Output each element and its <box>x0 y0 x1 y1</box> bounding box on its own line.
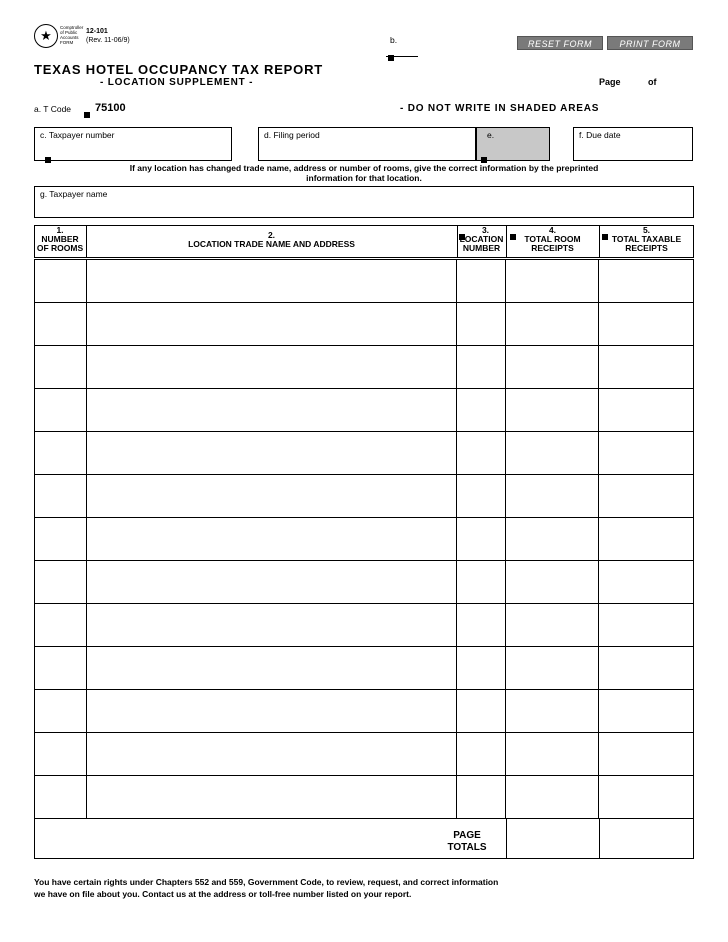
logo-text: Comptroller of Public Accounts FORM <box>60 25 84 45</box>
column-total-room-receipts: 4. TOTAL ROOM RECEIPTS <box>524 225 581 253</box>
column-number-of-rooms: 1. NUMBER OF ROOMS <box>36 225 84 253</box>
table-row <box>35 260 694 303</box>
location-number-cell[interactable] <box>457 260 506 303</box>
trade-name-cell[interactable] <box>86 346 456 389</box>
rooms-cell[interactable] <box>35 647 87 690</box>
location-rows-table <box>34 259 694 819</box>
taxable-receipts-cell[interactable] <box>599 475 694 518</box>
t-code-label: a. T Code <box>34 104 72 114</box>
rooms-cell[interactable] <box>35 475 87 518</box>
room-receipts-cell[interactable] <box>506 389 599 432</box>
column-total-taxable-receipts: 5. TOTAL TAXABLE RECEIPTS <box>611 225 682 253</box>
taxable-receipts-cell[interactable] <box>599 604 694 647</box>
table-row <box>35 346 694 389</box>
table-row <box>35 518 694 561</box>
t-code-marker <box>84 105 90 123</box>
rooms-cell[interactable] <box>35 346 87 389</box>
taxable-receipts-cell[interactable] <box>599 647 694 690</box>
due-date-label: f. Due date <box>579 130 621 140</box>
comptroller-seal-icon: ★ <box>34 24 58 48</box>
room-receipts-cell[interactable] <box>506 303 599 346</box>
field-b-marker <box>388 48 394 66</box>
of-label: of <box>648 77 657 87</box>
field-e-shaded <box>476 127 550 161</box>
rooms-cell[interactable] <box>35 690 87 733</box>
taxable-receipts-cell[interactable] <box>599 561 694 604</box>
room-receipts-cell[interactable] <box>506 260 599 303</box>
taxpayer-number-field[interactable] <box>34 127 232 161</box>
shaded-areas-notice: - DO NOT WRITE IN SHADED AREAS <box>400 103 600 114</box>
rooms-cell[interactable] <box>35 260 87 303</box>
form-revision: (Rev. 11-06/9) <box>86 37 130 44</box>
field-b-label: b. <box>390 35 398 45</box>
taxable-receipts-cell[interactable] <box>599 389 694 432</box>
trade-name-cell[interactable] <box>86 733 456 776</box>
rooms-cell[interactable] <box>35 303 87 346</box>
trade-name-cell[interactable] <box>86 303 456 346</box>
room-receipts-cell[interactable] <box>506 432 599 475</box>
location-number-cell[interactable] <box>457 518 506 561</box>
trade-name-cell[interactable] <box>86 647 456 690</box>
taxable-receipts-cell[interactable] <box>599 303 694 346</box>
location-number-cell[interactable] <box>457 561 506 604</box>
filing-period-field[interactable] <box>258 127 476 161</box>
location-number-cell[interactable] <box>457 432 506 475</box>
taxable-receipts-cell[interactable] <box>599 733 694 776</box>
location-number-cell[interactable] <box>457 604 506 647</box>
total-taxable-receipts-field[interactable] <box>600 819 693 858</box>
taxable-receipts-cell[interactable] <box>599 518 694 561</box>
form-subtitle: - LOCATION SUPPLEMENT - <box>100 77 254 88</box>
rooms-cell[interactable] <box>35 389 87 432</box>
taxable-receipts-cell[interactable] <box>599 776 694 819</box>
field-e-label: e. <box>487 130 495 140</box>
location-number-cell[interactable] <box>457 389 506 432</box>
total-room-receipts-field[interactable] <box>507 819 598 858</box>
column-trade-name-address: 2. LOCATION TRADE NAME AND ADDRESS <box>188 230 355 249</box>
trade-name-cell[interactable] <box>86 389 456 432</box>
table-row <box>35 303 694 346</box>
taxpayer-name-field[interactable] <box>34 186 694 218</box>
column-location-number: 3. LOCATION NUMBER <box>459 225 504 253</box>
page-totals-label: PAGE TOTALS <box>447 830 487 853</box>
room-receipts-cell[interactable] <box>506 690 599 733</box>
form-number: 12-101 <box>86 28 108 35</box>
location-number-cell[interactable] <box>457 346 506 389</box>
rooms-cell[interactable] <box>35 776 87 819</box>
taxable-receipts-cell[interactable] <box>599 346 694 389</box>
table-row <box>35 776 694 819</box>
rooms-cell[interactable] <box>35 518 87 561</box>
table-row <box>35 432 694 475</box>
room-receipts-cell[interactable] <box>506 733 599 776</box>
room-receipts-cell[interactable] <box>506 346 599 389</box>
rooms-cell[interactable] <box>35 604 87 647</box>
table-row <box>35 561 694 604</box>
location-number-cell[interactable] <box>457 647 506 690</box>
trade-name-cell[interactable] <box>86 561 456 604</box>
trade-name-cell[interactable] <box>86 432 456 475</box>
table-row <box>35 475 694 518</box>
rooms-cell[interactable] <box>35 733 87 776</box>
due-date-field[interactable] <box>573 127 693 161</box>
location-number-cell[interactable] <box>457 733 506 776</box>
room-receipts-cell[interactable] <box>506 475 599 518</box>
reset-form-button[interactable]: RESET FORM <box>517 36 603 50</box>
location-number-cell[interactable] <box>457 776 506 819</box>
form-title: TEXAS HOTEL OCCUPANCY TAX REPORT <box>34 62 323 77</box>
filing-period-label: d. Filing period <box>264 130 320 140</box>
table-row <box>35 389 694 432</box>
trade-name-cell[interactable] <box>86 776 456 819</box>
room-receipts-cell[interactable] <box>506 776 599 819</box>
room-receipts-cell[interactable] <box>506 604 599 647</box>
field-b-input[interactable] <box>386 56 418 57</box>
taxpayer-number-label: c. Taxpayer number <box>40 130 115 140</box>
trade-name-cell[interactable] <box>86 604 456 647</box>
print-form-button[interactable]: PRINT FORM <box>607 36 693 50</box>
rooms-cell[interactable] <box>35 432 87 475</box>
trade-name-cell[interactable] <box>86 690 456 733</box>
taxable-receipts-cell[interactable] <box>599 260 694 303</box>
table-row <box>35 647 694 690</box>
table-row <box>35 604 694 647</box>
room-receipts-cell[interactable] <box>506 518 599 561</box>
trade-name-cell[interactable] <box>86 260 456 303</box>
table-row <box>35 690 694 733</box>
rooms-cell[interactable] <box>35 561 87 604</box>
location-number-cell[interactable] <box>457 690 506 733</box>
room-receipts-cell[interactable] <box>506 561 599 604</box>
table-row <box>35 733 694 776</box>
taxable-receipts-cell[interactable] <box>599 690 694 733</box>
taxable-receipts-cell[interactable] <box>599 432 694 475</box>
room-receipts-cell[interactable] <box>506 647 599 690</box>
privacy-notice: You have certain rights under Chapters 552 and 559, Government Code, to review, request, and correct information we have on file about you. Contact us at the address or toll-free number listed on your report. <box>34 877 499 899</box>
t-code-value: 75100 <box>95 102 126 114</box>
page-label: Page <box>599 77 621 87</box>
trade-name-cell[interactable] <box>86 475 456 518</box>
instruction-text: If any location has changed trade name, address or number of rooms, give the correct information by the preprinted information for that location. <box>129 163 599 183</box>
trade-name-cell[interactable] <box>86 518 456 561</box>
location-number-cell[interactable] <box>457 475 506 518</box>
location-number-cell[interactable] <box>457 303 506 346</box>
taxpayer-name-label: g. Taxpayer name <box>40 189 108 199</box>
